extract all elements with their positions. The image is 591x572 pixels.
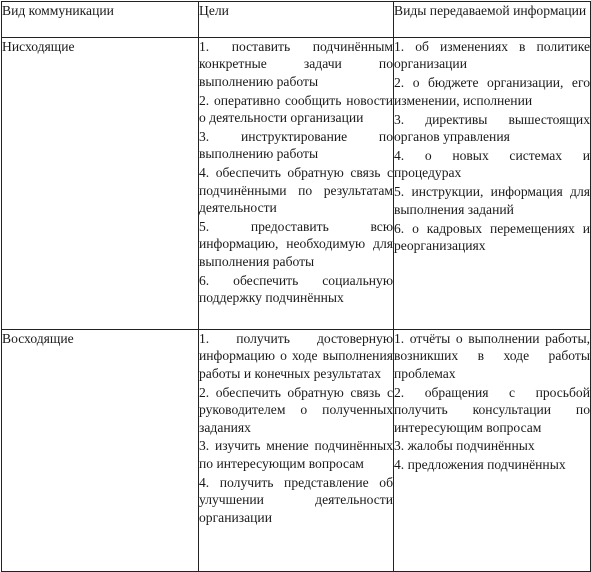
info-item: 2. о бюджете организации, его изменении, исполнении [394, 75, 590, 108]
goal-item: 2. обеспечить обратную связь с руководителем о полученных заданиях [199, 384, 393, 435]
info-item: 6. о кадровых перемещениях и реорганизациях [394, 220, 590, 253]
table-row [2, 330, 591, 572]
goal-item: 3. изучить мнение подчинённых по интересующим вопросам [199, 438, 393, 471]
header-communication-type: Вид коммуникации [2, 2, 199, 38]
goal-item: 1. поставить подчинённым конкретные задачи по выполнению работы [199, 39, 393, 89]
information-types-cell [394, 38, 591, 330]
goals-cell [199, 38, 394, 330]
information-types-cell [394, 330, 591, 572]
goal-item: 4. обеспечить обратную связь с подчинёнными по результатам деятельности [199, 165, 393, 216]
table-header-row [2, 2, 591, 38]
goal-item: 5. предоставить всю информацию, необходимую для выполнения работы [199, 219, 393, 269]
info-item: 2. обращения с просьбой получить консультации по интересующим вопросам [394, 384, 590, 435]
goal-item: 3. инструктирование по выполнению работы [199, 129, 393, 162]
info-item: 4. о новых системах и процедурах [394, 147, 590, 181]
info-item: 4. предложения подчинённых [394, 457, 566, 473]
goal-item: 4. получить представление об улучшении деятельности организации [199, 474, 393, 525]
communication-type-cell: Восходящие [2, 330, 199, 572]
goal-item: 2. оперативно сообщить новости о деятельности организации [199, 92, 393, 126]
header-information-types: Виды передаваемой информации [394, 2, 591, 38]
info-item: 1. отчёты о выполнении работы, возникших в ходе работы проблемах [394, 331, 590, 381]
info-item: 3. жалобы подчинённых [394, 438, 535, 454]
info-item: 3. директивы вышестоящих органов управления [394, 111, 590, 145]
info-item: 5. инструкции, информация для выполнения заданий [394, 184, 590, 217]
communication-type-cell: Нисходящие [2, 38, 199, 330]
header-goals: Цели [199, 2, 394, 38]
goal-item: 6. обеспечить социальную поддержку подчинённых [199, 272, 393, 306]
table-row [2, 38, 591, 330]
goal-item: 1. получить достоверную информацию о ходе выполнения работы и конечных результатах [199, 331, 393, 381]
communication-table [1, 1, 591, 572]
info-item: 1. об изменениях в политике организации [394, 39, 590, 72]
goals-cell [199, 330, 394, 572]
